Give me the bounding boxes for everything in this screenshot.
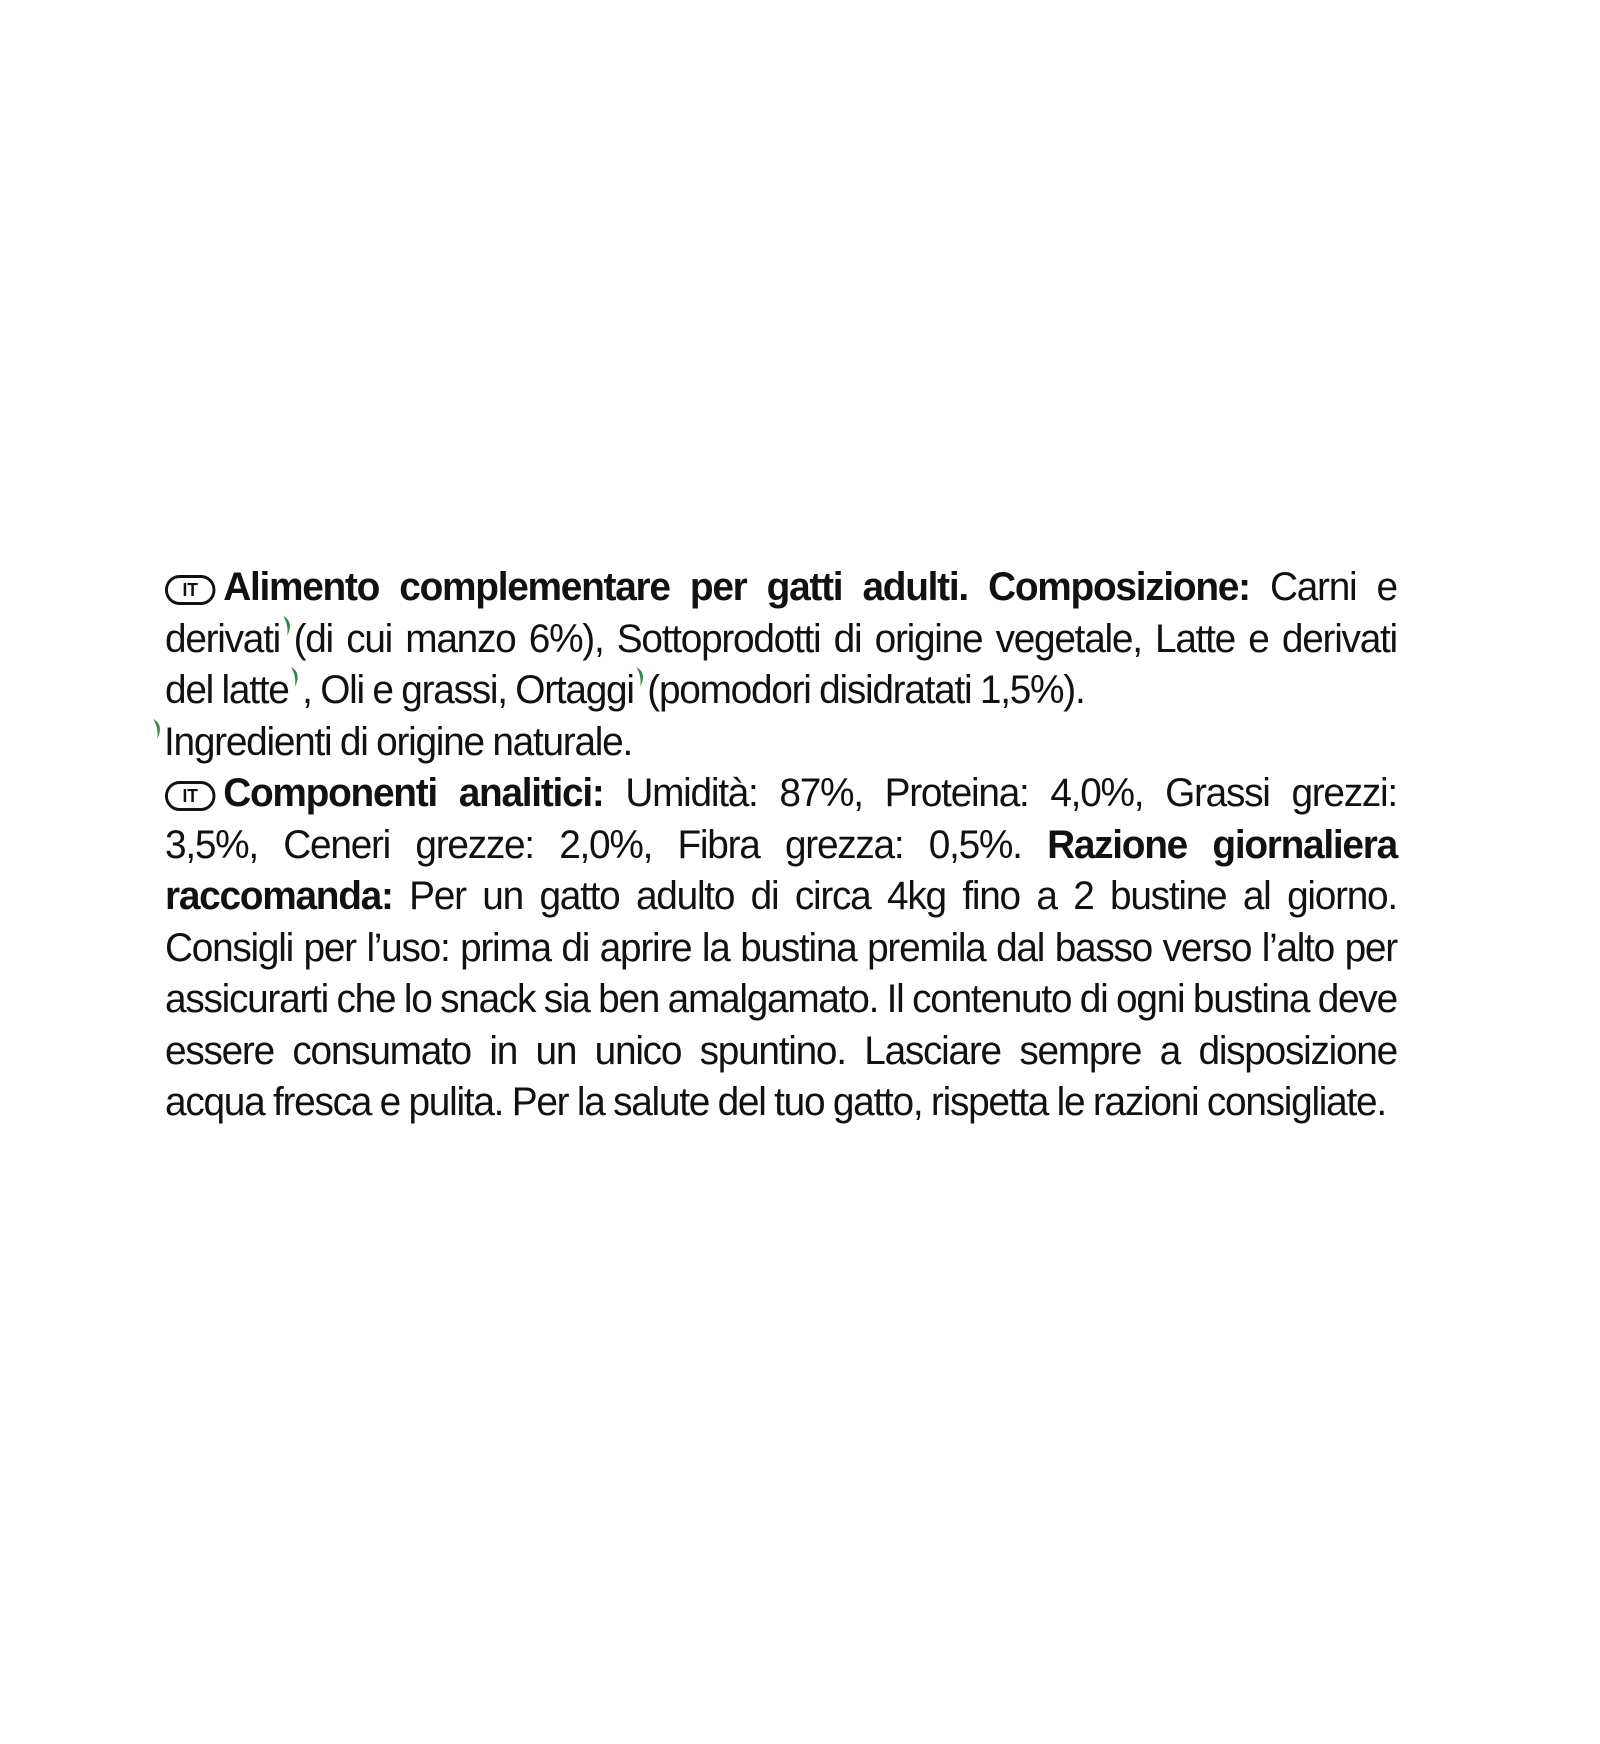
language-badge: IT	[165, 781, 215, 811]
leaf-icon	[151, 719, 163, 741]
leaf-icon	[281, 616, 293, 638]
leaf-icon	[290, 667, 302, 689]
analysis-paragraph	[165, 768, 1397, 1129]
ingredients-part-4: (pomodori disidratati 1,5%).	[647, 668, 1085, 712]
ration-heading: Razione giornaliera raccomanda:	[165, 822, 1397, 918]
ingredients-part-2: (di cui manzo 6%), Sottoprodotti di origine vegetale, Latte e derivati del latte	[165, 616, 1397, 712]
ration-text: Per un gatto adulto di circa 4kg fino a 2 bustine al giorno. Consigli per l’uso: prima di aprire la bustina premila dal basso verso l’alto per assicurarti che lo snack sia ben amalgamato. Il contenuto di ogni bustina deve essere consumato in un unico spuntino. Lasciare sempre a disposizione acqua fresca e pulita. Per la salute del tuo gatto, rispetta le razioni consigliate.	[165, 874, 1397, 1124]
ingredients-part-3: , Oli e grassi, Ortaggi	[302, 668, 634, 712]
ingredients-paragraph	[165, 562, 1397, 768]
language-badge: IT	[165, 575, 215, 605]
ingredients-lead: Alimento complementare per gatti adulti. Composizione:	[223, 565, 1250, 609]
ingredients-part-1: Carni e derivati	[165, 565, 1397, 661]
analysis-heading: Componenti analitici:	[223, 771, 604, 815]
natural-origin-footnote: Ingredienti di origine naturale.	[164, 719, 632, 764]
analysis-values: Umidità: 87%, Proteina: 4,0%, Grassi grezzi: 3,5%, Ceneri grezze: 2,0%, Fibra grezza: 0,5%.	[165, 771, 1397, 867]
leaf-icon	[635, 667, 647, 689]
label-text-block	[165, 562, 1397, 1129]
